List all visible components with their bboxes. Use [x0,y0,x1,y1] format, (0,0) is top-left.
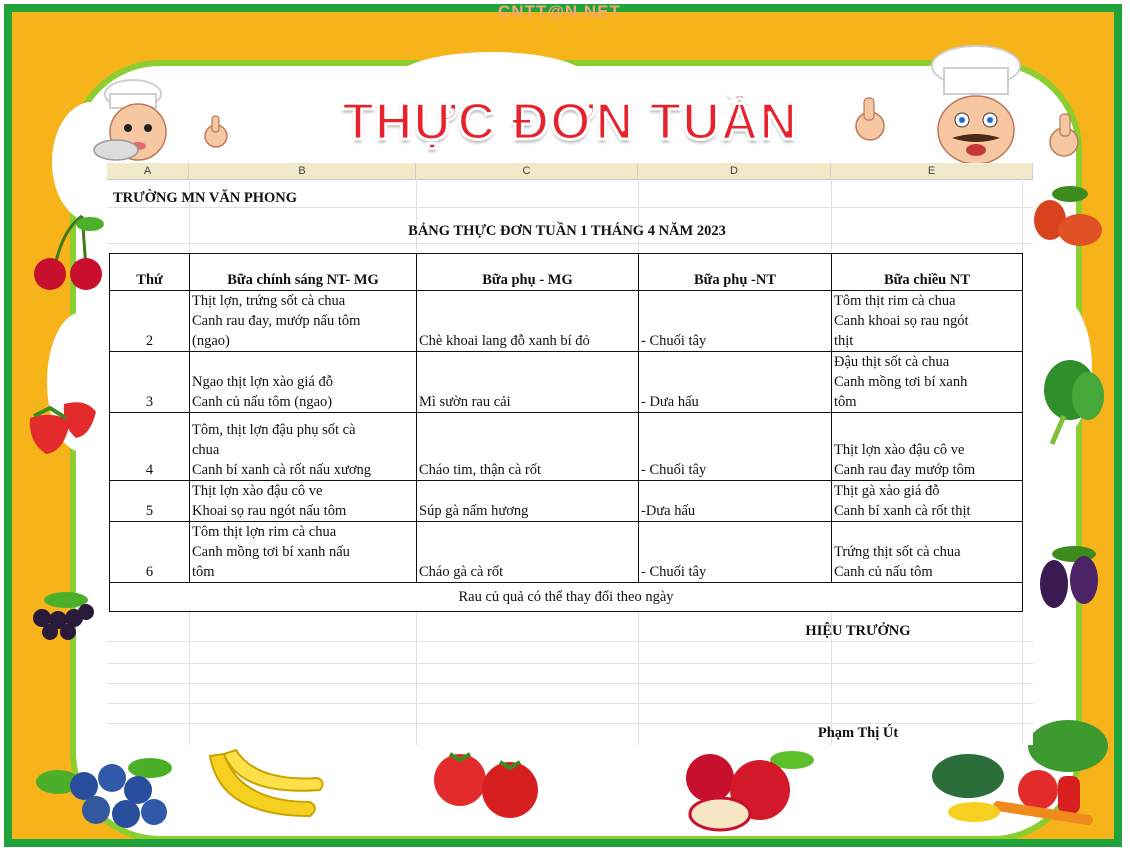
cell-afternoon[interactable]: Thịt lợn xào đậu cô ve Canh rau đay mướp tôm [832,413,1023,481]
grid-line [107,683,1033,684]
cell-day[interactable]: 4 [110,413,190,481]
column-letter[interactable]: D [638,163,831,179]
menu-table [109,253,1023,612]
cell-snack-nt[interactable]: - Chuối tây [639,522,832,583]
note-row [110,583,1023,612]
strawberry-icon [20,392,100,458]
cell-snack-mg[interactable]: Súp gà nấm hương [417,481,639,522]
grid-line [107,663,1033,664]
cell-day[interactable]: 3 [110,352,190,413]
cell-main-meal[interactable]: Tôm, thịt lợn đậu phụ sốt cà chua Canh bí xanh cà rốt nấu xương [190,413,417,481]
header-main-meal[interactable]: Bữa chính sáng NT- MG [190,254,417,291]
grid-line [107,243,1033,244]
banana-icon [200,746,330,836]
header-snack-mg[interactable]: Bữa phụ - MG [417,254,639,291]
cell-snack-mg[interactable]: Mì sườn rau cải [417,352,639,413]
header-afternoon[interactable]: Bữa chiều NT [832,254,1023,291]
rosehip-icon [1030,180,1110,260]
cell-snack-nt[interactable]: - Chuối tây [639,291,832,352]
spreadsheet [107,163,1033,745]
table-row [110,481,1023,522]
cell-snack-mg[interactable]: Cháo gà cà rốt [417,522,639,583]
school-name[interactable]: TRƯỜNG MN VĂN PHONG [113,190,298,206]
cell-snack-nt[interactable]: -Dưa hấu [639,481,832,522]
principal-name[interactable]: Phạm Thị Út [817,725,899,741]
cell-main-meal[interactable]: Tôm thịt lợn rim cà chua Canh mồng tơi bí xanh nấu tôm [190,522,417,583]
watermark: CNTT@N.NET [498,2,621,21]
column-letter[interactable]: E [831,163,1033,179]
table-row [110,352,1023,413]
cherry-icon [24,210,106,292]
column-letter[interactable]: A [107,163,189,179]
header-day[interactable]: Thứ [110,254,190,291]
grid-line [107,641,1033,642]
table-row [110,291,1023,352]
table-row [110,413,1023,481]
cell-afternoon[interactable]: Tôm thịt rim cà chua Canh khoai sọ rau ngót thịt [832,291,1023,352]
cell-day[interactable]: 2 [110,291,190,352]
tomato-icon [428,746,548,826]
blueberry-icon [30,746,180,836]
apple-icon [680,746,820,832]
cell-afternoon[interactable]: Trứng thịt sốt cà chua Canh củ nấu tôm [832,522,1023,583]
table-title[interactable]: BẢNG THỰC ĐƠN TUẦN 1 THÁNG 4 NĂM 2023 [408,223,726,239]
cell-snack-nt[interactable]: - Dưa hấu [639,352,832,413]
eggplant-icon [1030,540,1110,610]
header-snack-nt[interactable]: Bữa phụ -NT [639,254,832,291]
cell-snack-mg[interactable]: Chè khoai lang đỗ xanh bí đỏ [417,291,639,352]
cell-main-meal[interactable]: Ngao thịt lợn xào giá đỗ Canh củ nấu tôm (ngao) [190,352,417,413]
column-letter[interactable]: B [189,163,416,179]
column-header-row [107,163,1033,180]
cell-afternoon[interactable]: Đậu thịt sốt cà chua Canh mồng tơi bí xanh tôm [832,352,1023,413]
menu-note[interactable]: Rau củ quả có thể thay đổi theo ngày [110,583,1023,612]
table-row [110,522,1023,583]
cell-snack-nt[interactable]: - Chuối tây [639,413,832,481]
chef-right-icon [848,38,1088,168]
cell-snack-mg[interactable]: Cháo tim, thận cà rốt [417,413,639,481]
cell-afternoon[interactable]: Thịt gà xào giá đỗ Canh bí xanh cà rốt thịt [832,481,1023,522]
cell-main-meal[interactable]: Thịt lợn xào đậu cô ve Khoai sọ rau ngót nấu tôm [190,481,417,522]
chef-left-icon [88,72,238,172]
page-title: THỰC ĐƠN TUẦN [342,93,798,151]
principal-title[interactable]: HIỆU TRƯỞNG [805,623,911,639]
cell-day[interactable]: 5 [110,481,190,522]
column-letter[interactable]: C [416,163,638,179]
grid-line [107,703,1033,704]
blackberry-icon [20,578,100,642]
spinach-icon [1034,356,1114,446]
cell-day[interactable]: 6 [110,522,190,583]
cell-main-meal[interactable]: Thịt lợn, trứng sốt cà chua Canh rau đay, mướp nấu tôm (ngao) [190,291,417,352]
